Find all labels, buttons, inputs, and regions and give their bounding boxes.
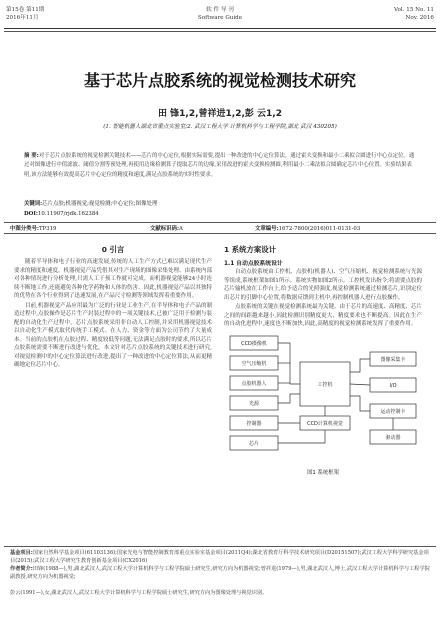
label-light: 光源 — [248, 400, 260, 407]
intro-paragraph-2: 目前,机器视觉产品应用最为广泛的行业是工业生产,在半导体和电子产品的制造过程中,点胶操作是芯片生产封装过程中的一项关键技术,已被广泛用于检测与装配的自动化生产过程中。芯片点胶系统采用非自动人工控制,并采用机器视觉技术以自动化生产模式取代传统手工模式。在人力、资金等方面为公司节约了大量成本。当前的点胶机在点胶过程、精度较低等问题,无法满足点胶时的要求,所以芯片点胶系统需要不断进行改进与优化。本文针对芯片点胶系统的关键技术进行研究,对视觉检测中的中心定位算法进行改进,提出了一种改进的中心定位算法,从而更精确地定位芯片中心。 — [14, 302, 212, 368]
keywords-text: 芯片点胶;机器视觉;视觉检测;中心定位;图像处理 — [42, 201, 158, 207]
label-vision: CCD计算机视觉 — [307, 420, 343, 427]
doi-label: DOI: — [24, 211, 38, 217]
date-en: Nov. 2016 — [405, 15, 434, 21]
intro-paragraph-1: 随着半导体和电子行业的高速发展,传统的人工生产方式已难以满足现代生产要求的精度和速度。机器视觉产品凭借其对生产现场的图像采集处理、由系统内部对各种情况进行分析处理,只需人工干预工作就可完成。而机器视觉能够24小时连续不断地工作,还能避免各种化学药物和人体的伤害。因此,机器视觉产品以其独特的优势在各个行业得到了迅速发展,在产品尺寸检测等领域发挥着重要作用。 — [14, 259, 213, 299]
system-framework-figure — [224, 332, 422, 466]
keywords-label: 关键词: — [24, 201, 43, 207]
article-number — [255, 224, 360, 232]
article-no-label: 文章编号: — [255, 226, 279, 232]
abstract-text: 对于芯片点胶系统的视觉检测关键技术——芯片的中心定位,根据实际需要,提出一种改进的中心定位算法。通过霍夫变换和最小二乘拟合圆进行中心点定位。通过对图像进行中值滤波、阈值分割等预处理,再使用边缘检测算子提取芯片的边缘,采用改进的霍夫变换检测圆,利用最小二乘法拟合圆确定芯片中心位置。实验结果表明,该方法能够有效提高芯片中心定位的精度和速度,满足点胶系统的实时性要求。 — [24, 153, 415, 178]
figure-caption: 图1 系统框架 — [306, 469, 340, 476]
meta-rule-top — [4, 222, 436, 223]
doi — [24, 211, 99, 217]
doi-value: 10.11907/rjdk.162384 — [37, 211, 99, 217]
left-column — [14, 244, 212, 371]
author-bio-text: 田锋(1988—),男,湖北武汉人,武汉工程大学计算机科学与工程学院硕士研究生,研究方向为机器视觉;曾祥进(1979—),男,湖北武汉人,博士,武汉工程大学计算机科学与工程学院副教授,研究方向为机器视觉; — [10, 566, 430, 580]
label-io: I/O — [389, 382, 397, 389]
keywords — [24, 200, 416, 208]
label-air: 空气压缩机 — [241, 360, 267, 367]
journal-name-en: Software Guide — [197, 15, 243, 21]
article-no-value: 1672-7800(2016)011-0131-03 — [278, 226, 361, 232]
clc-label: 中图分类号: — [10, 226, 39, 232]
abstract-label: 摘 要: — [24, 153, 39, 159]
label-image: 图像采集卡 — [380, 356, 406, 363]
volume-en: Vol. 15 No. 11 — [394, 7, 434, 13]
design-paragraph-2: 点胶系统的关键在视觉检测系统最为关键。由于芯片的高速度、高精度、芯片之间的间距越来越小,因此检测识别精度更大、精度要求也不断提高。因此在生产的自动化进程中,速度也不断加快,因此,高精度的视觉检测系统发挥了重要作用。 — [224, 304, 423, 327]
doc-code-value: A — [178, 226, 183, 232]
header-rule-thin — [4, 31, 436, 32]
section-heading-design: 1 系统方案设计 — [224, 245, 277, 254]
label-camera: CCD摄像机 — [241, 340, 267, 347]
figure-diagram — [224, 332, 422, 466]
subsection-heading: 1.1 自动点胶系统设计 — [224, 261, 283, 267]
footnote-rule — [4, 546, 436, 547]
fund-label: 基金项目: — [10, 550, 33, 556]
header-center — [180, 6, 260, 22]
fund-note — [10, 549, 430, 565]
header-rule — [4, 28, 436, 29]
volume-cn: 第15卷 第11期 — [6, 7, 45, 13]
author-affiliation: (1. 智能机器人湖北省重点实验室;2. 武汉工程大学 计算机科学与工程学院,湖北 武汉 430205) — [103, 124, 337, 130]
header-right — [394, 6, 434, 22]
right-column — [224, 244, 422, 476]
section-heading-intro: 0 引言 — [101, 245, 125, 254]
doc-code-label: 文献标识码: — [150, 226, 179, 232]
label-motion: 运动控制卡 — [380, 408, 406, 415]
fund-text: 国家自然科学基金项目(61103136);国家光电与智能控制教育部重点实验室基金项目(2011Q4);湖北省教育厅科学技术研究项目(D20151507);武汉工程大学科学研究基金项目(2015);武汉工程大学研究生教育创新基金项目(CX2016) — [10, 550, 429, 564]
journal-name-cn: 软 件 导 刊 — [206, 7, 234, 13]
author-bio-continued: 彭云(1991—),女,湖北武汉人,武汉工程大学计算机科学与工程学院硕士研究生,研究方向为图像处理与视觉识别。 — [10, 590, 268, 596]
label-control: 控制器 — [246, 420, 262, 427]
label-drive: 驱动器 — [385, 434, 401, 441]
meta-rule-bottom — [4, 233, 436, 234]
design-paragraph-1: 自动点胶系统由工控机、点胶机(机器人)、空气压缩机、视觉检测系统与光源等组成,系统框架如图1所示。系统实物如图2所示。工控机发出指令;将需要点胶的芯片输机放在工作台上,给予适合的光照强度,视觉检测系统通过检测芯片,识别定位出芯片的引脚中心位置,将数据反馈到主机中,再控制机器人进行点胶操作。 — [224, 269, 422, 301]
clc-number — [10, 224, 56, 232]
document-code — [150, 224, 183, 232]
label-pc: 工控机 — [317, 381, 333, 388]
paper-title: 基于芯片点胶系统的视觉检测技术研究 — [83, 71, 356, 90]
author-bio-label: 作者简介: — [10, 566, 33, 572]
paper-authors: 田 锋1,2,曾祥进1,2,彭 云1,2 — [158, 109, 282, 119]
date-cn: 2016年11月 — [6, 15, 39, 21]
clc-value: TP319 — [38, 226, 57, 232]
abstract — [24, 152, 416, 180]
label-chip: 芯片 — [248, 440, 260, 447]
label-robot: 点胶机器人 — [241, 380, 267, 387]
running-header — [0, 0, 440, 32]
header-left — [6, 6, 44, 22]
author-bio — [10, 565, 430, 581]
